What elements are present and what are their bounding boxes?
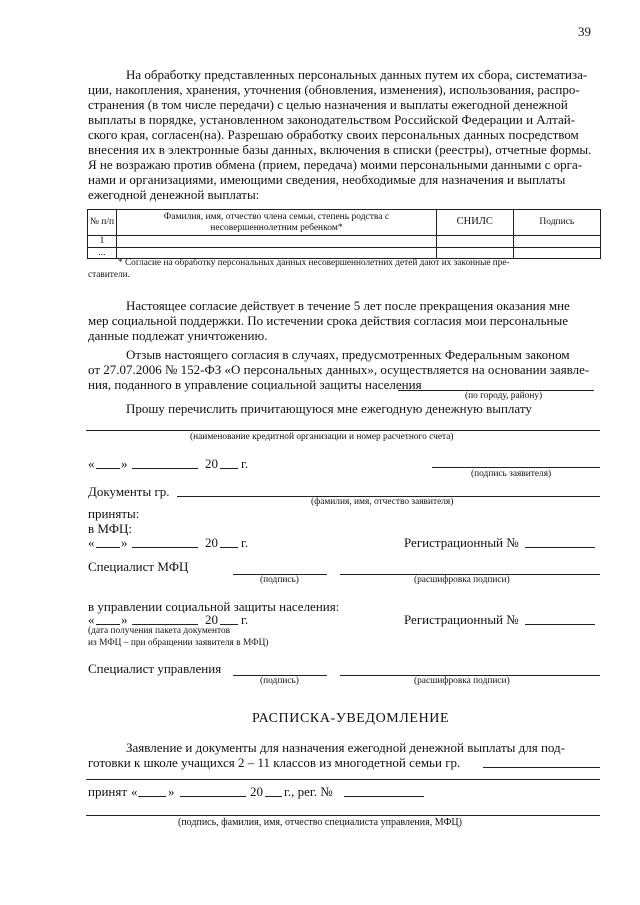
footnote-line-2: ставители.	[88, 270, 130, 280]
header-num: № п/п	[88, 210, 117, 236]
date-open-quote-3: «	[88, 612, 95, 627]
social-dept-label: в управлении социальной защиты населения:	[88, 599, 340, 614]
documents-label: Документы гр.	[88, 484, 170, 499]
revocation-line-2: от 27.07.2006 № 152-ФЗ «О персональных данных», осуществляется на основании заявле-	[88, 362, 590, 377]
date-year-prefix-3: 20	[205, 612, 218, 627]
receipt-year-line[interactable]	[265, 796, 282, 797]
consent-line-9: ежегодной денежной выплаты:	[88, 187, 260, 202]
receipt-date-month-line[interactable]	[180, 796, 246, 797]
date-month-line-3[interactable]	[132, 624, 198, 625]
receipt-line-1: Заявление и документы для назначения ежегодной денежной выплаты для под-	[126, 740, 565, 755]
date-year-suffix-2: г.	[241, 535, 249, 550]
table-cell-num[interactable]: 1	[88, 236, 117, 248]
revocation-line-3: ния, поданного в управление социальной защиты населения	[88, 377, 422, 392]
dept-decoding-caption: (расшифровка подписи)	[414, 676, 510, 686]
footnote-line-1: * Согласие на обработку персональных данных несовершеннолетних детей дают их законные пре-	[118, 258, 510, 268]
header-signature: Подпись	[513, 210, 600, 236]
date-month-line-1[interactable]	[132, 468, 198, 469]
family-members-table	[87, 209, 601, 259]
receipt-separator	[86, 779, 600, 780]
consent-line-8: нами и организациями, имеющими сведения, необходимые для назначения и выплаты	[88, 172, 566, 187]
date-open-quote-1: «	[88, 456, 95, 471]
dept-registration-label: Регистрационный №	[404, 612, 519, 627]
mfc-signature-caption: (подпись)	[260, 575, 299, 585]
applicant-signature-caption: (подпись заявителя)	[471, 469, 552, 479]
receipt-accepted-label: принят	[88, 784, 128, 799]
mfc-specialist-label: Специалист МФЦ	[88, 559, 189, 574]
department-caption: (по городу, району)	[465, 391, 543, 401]
payment-request: Прошу перечислить причитающуюся мне ежегодную денежную выплату	[126, 401, 532, 416]
consent-line-7: Я не возражаю против обмена (прием, передача) моими персональными данными с орга-	[88, 157, 583, 172]
receipt-signature-caption: (подпись, фамилия, имя, отчество специалиста управления, МФЦ)	[178, 817, 462, 828]
mfc-registration-line[interactable]	[525, 547, 595, 548]
bank-details-caption: (наименование кредитной организации и номер расчетного счета)	[190, 432, 454, 442]
validity-line-2: мер социальной поддержки. По истечении срока действия согласия мои персональные	[88, 313, 568, 328]
table-cell-num[interactable]: ...	[88, 247, 117, 259]
date-close-quote-2: »	[121, 535, 128, 550]
validity-line-1: Настоящее согласие действует в течение 5 лет после прекращения оказания мне	[126, 298, 570, 313]
receipt-signature-line[interactable]	[86, 815, 600, 816]
date-close-quote-3: »	[121, 612, 128, 627]
applicant-name-caption: (фамилия, имя, отчество заявителя)	[311, 497, 454, 507]
applicant-signature-line[interactable]	[432, 467, 600, 468]
date-year-prefix-1: 20	[205, 456, 218, 471]
mfc-registration-label: Регистрационный №	[404, 535, 519, 550]
date-day-line-3[interactable]	[96, 624, 120, 625]
header-name: Фамилия, имя, отчество члена семьи, степень родства с несовершеннолетним ребенком*	[116, 210, 436, 236]
revocation-line-1: Отзыв настоящего согласия в случаях, предусмотренных Федеральным законом	[126, 347, 570, 362]
table-row	[88, 236, 601, 248]
date-year-suffix-3: г.	[241, 612, 249, 627]
date-month-line-2[interactable]	[132, 547, 198, 548]
validity-line-3: данные подлежат уничтожению.	[88, 328, 268, 343]
mfc-label: в МФЦ:	[88, 521, 133, 536]
table-cell-snils[interactable]	[436, 236, 513, 248]
receipt-date-day-line[interactable]	[138, 796, 166, 797]
receipt-reg-label: г., рег. №	[284, 784, 333, 799]
accepted-label: приняты:	[88, 506, 140, 521]
dept-specialist-label: Специалист управления	[88, 661, 222, 676]
date-year-line-1[interactable]	[220, 468, 238, 469]
dept-registration-line[interactable]	[525, 624, 595, 625]
table-cell-name[interactable]	[116, 236, 436, 248]
mfc-decoding-caption: (расшифровка подписи)	[414, 575, 510, 585]
date-year-line-3[interactable]	[220, 624, 238, 625]
page-number: 39	[578, 24, 591, 39]
family-name-line[interactable]	[483, 767, 600, 768]
consent-line-3: странения (в том числе передачи) с целью назначения и выплаты ежегодной денежной	[88, 97, 568, 112]
consent-line-5: ского края, согласен(на). Разрешаю обработку своих персональных данных посредством	[88, 127, 579, 142]
receipt-line-2: готовки к школе учащихся 2 – 11 классов из многодетной семьи гр.	[88, 755, 461, 770]
dept-signature-caption: (подпись)	[260, 676, 299, 686]
table-cell-signature[interactable]	[513, 247, 600, 259]
date-year-line-2[interactable]	[220, 547, 238, 548]
table-header-row	[88, 210, 601, 236]
date-year-prefix-2: 20	[205, 535, 218, 550]
receipt-date-open-quote: «	[131, 784, 138, 799]
receipt-reg-number-line[interactable]	[344, 796, 424, 797]
package-caption-1: (дата получения пакета документов	[88, 626, 231, 636]
date-close-quote-1: »	[121, 456, 128, 471]
header-snils: СНИЛС	[436, 210, 513, 236]
date-day-line-2[interactable]	[96, 547, 120, 548]
table-cell-signature[interactable]	[513, 236, 600, 248]
receipt-year-prefix: 20	[250, 784, 263, 799]
receipt-date-close-quote: »	[168, 784, 175, 799]
consent-line-4: выплаты в порядке, установленном законодательством Российской Федерации и Алтай-	[88, 112, 576, 127]
date-year-suffix-1: г.	[241, 456, 249, 471]
package-caption-2: из МФЦ – при обращении заявителя в МФЦ)	[88, 638, 269, 648]
consent-line-1: На обработку представленных персональных данных путем их сбора, систематиза-	[126, 67, 588, 82]
bank-details-line[interactable]	[86, 430, 600, 431]
consent-line-6: внесения их в электронные базы данных, включения в списки (реестры), отчетные формы.	[88, 142, 592, 157]
date-open-quote-2: «	[88, 535, 95, 550]
receipt-title: РАСПИСКА-УВЕДОМЛЕНИЕ	[252, 711, 450, 726]
consent-line-2: ции, накопления, хранения, уточнения (обновления, изменения), использования, распро-	[88, 82, 580, 97]
date-day-line-1[interactable]	[96, 468, 120, 469]
